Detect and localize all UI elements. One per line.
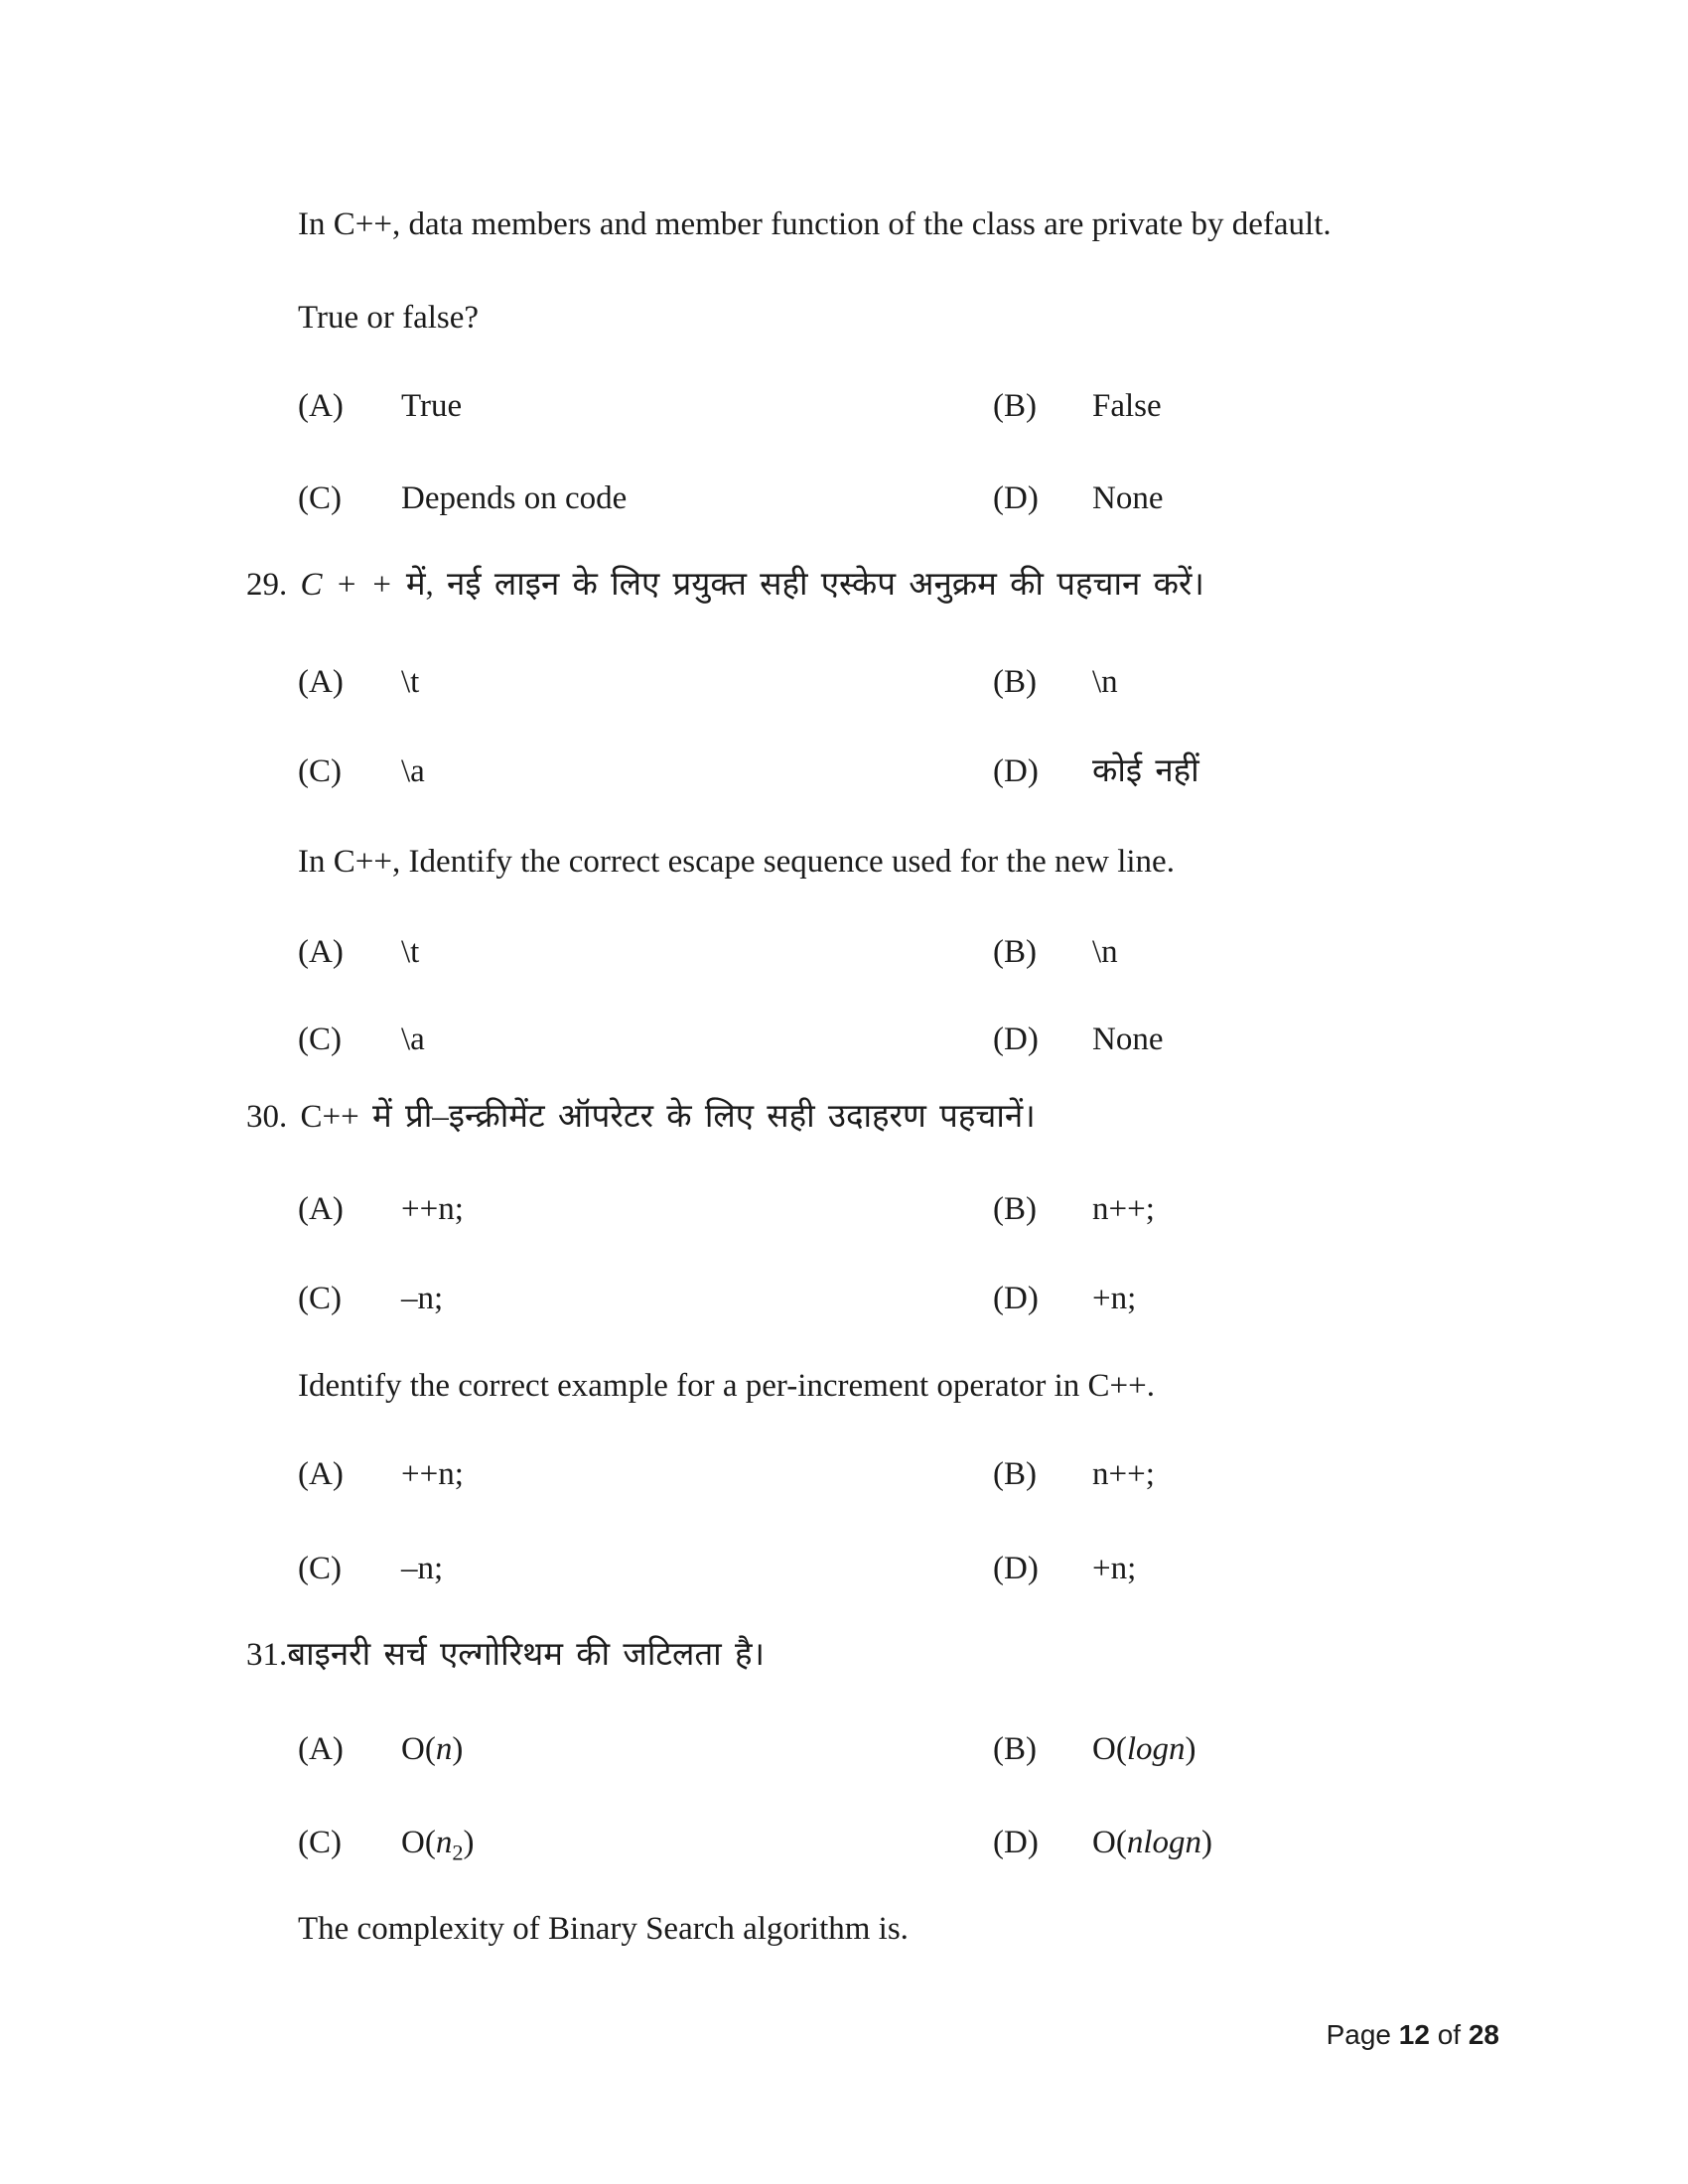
- q29-hi-option-b-label: (B): [993, 664, 1037, 700]
- q30-en-option-a-label: (A): [298, 1456, 344, 1492]
- q28-option-c-text: Depends on code: [401, 480, 628, 516]
- q31-options-row-1: [0, 1727, 1688, 1771]
- q30-hindi-options-row-2: [0, 1277, 1688, 1320]
- q30-hi-option-c-label: (C): [298, 1281, 342, 1316]
- q28-option-b-text: False: [1092, 388, 1162, 424]
- q29-hi-option-c-label: (C): [298, 753, 342, 789]
- q29-hindi-options-row-2: [0, 750, 1688, 793]
- q30-en-option-d-label: (D): [993, 1551, 1039, 1586]
- q30-en-option-d-text: +n;: [1092, 1551, 1137, 1586]
- question-28-text: In C++, data members and member function of the class are private by default.: [298, 206, 1332, 242]
- q30-en-option-b-text: n++;: [1092, 1456, 1155, 1492]
- q31-option-d-text: O(nlogn): [1092, 1825, 1212, 1860]
- q30-hi-option-c-text: –n;: [401, 1281, 444, 1316]
- q30-hi-option-d-text: +n;: [1092, 1281, 1137, 1316]
- q29-english-options-row-1: [0, 930, 1688, 974]
- q29-en-option-a-text: \t: [401, 934, 420, 970]
- q29-hindi-options-row-1: [0, 660, 1688, 704]
- q29-en-option-b-text: \n: [1092, 934, 1118, 970]
- q31-option-c-label: (C): [298, 1825, 342, 1860]
- q28-option-d-text: None: [1092, 480, 1164, 516]
- q29-hi-option-c-text: \a: [401, 753, 425, 789]
- q30-hi-option-a-label: (A): [298, 1191, 344, 1227]
- q28-options-row-2: [0, 477, 1688, 520]
- q29-en-option-b-label: (B): [993, 934, 1037, 970]
- q30-hi-option-d-label: (D): [993, 1281, 1039, 1316]
- q31-option-a-label: (A): [298, 1731, 344, 1767]
- q28-option-c-label: (C): [298, 480, 342, 516]
- question-31-text-english: The complexity of Binary Search algorithm is.: [298, 1911, 909, 1947]
- q31-options-row-2: [0, 1821, 1688, 1864]
- q30-hindi-options-row-1: [0, 1187, 1688, 1231]
- question-31-text-hindi: 31.बाइनरी सर्च एल्गोरिथम की जटिलता है।: [246, 1637, 766, 1673]
- q31-option-c-text: $O(n_2)$: [401, 1825, 475, 1865]
- q30-en-option-a-text: ++n;: [401, 1456, 464, 1492]
- q29-en-option-d-text: None: [1092, 1022, 1164, 1057]
- q29-english-options-row-2: [0, 1018, 1688, 1061]
- q31-option-d-label: (D): [993, 1825, 1039, 1860]
- q28-options-row-1: [0, 384, 1688, 428]
- q28-option-b-label: (B): [993, 388, 1037, 424]
- q30-hi-option-b-text: n++;: [1092, 1191, 1155, 1227]
- q31-option-b-text: O(logn): [1092, 1731, 1196, 1767]
- question-29-text-english: In C++, Identify the correct escape sequence used for the new line.: [298, 844, 1175, 880]
- question-28-prompt: True or false?: [298, 300, 480, 336]
- q29-en-option-a-label: (A): [298, 934, 344, 970]
- q30-english-options-row-2: [0, 1547, 1688, 1590]
- q28-option-a-label: (A): [298, 388, 344, 424]
- q29-hi-option-d-label: (D): [993, 753, 1039, 789]
- q30-english-options-row-1: [0, 1452, 1688, 1496]
- q30-en-option-c-label: (C): [298, 1551, 342, 1586]
- q29-hi-option-a-text: \t: [401, 664, 420, 700]
- q29-en-option-c-text: \a: [401, 1022, 425, 1057]
- q30-hi-option-a-text: ++n;: [401, 1191, 464, 1227]
- q29-en-option-c-label: (C): [298, 1022, 342, 1057]
- q31-option-b-label: (B): [993, 1731, 1037, 1767]
- q29-en-option-d-label: (D): [993, 1022, 1039, 1057]
- q29-hi-option-a-label: (A): [298, 664, 344, 700]
- q30-en-option-b-label: (B): [993, 1456, 1037, 1492]
- q28-option-a-text: True: [401, 388, 463, 424]
- q29-hi-option-b-text: \n: [1092, 664, 1118, 700]
- question-30-text-english: Identify the correct example for a per-increment operator in C++.: [298, 1368, 1156, 1404]
- q31-option-a-text: O(n): [401, 1731, 464, 1767]
- q30-en-option-c-text: –n;: [401, 1551, 444, 1586]
- question-29-text-hindi: 29. C + + में, नई लाइन के लिए प्रयुक्त सही एस्केप अनुक्रम की पहचान करें।: [246, 567, 1204, 603]
- page-number-footer: Page 12 of 28: [1326, 2019, 1499, 2050]
- q29-hi-option-d-text: कोई नहीं: [1092, 753, 1199, 789]
- q30-hi-option-b-label: (B): [993, 1191, 1037, 1227]
- question-30-text-hindi: 30. C++ में प्री–इन्क्रीमेंट ऑपरेटर के लिए सही उदाहरण पहचानें।: [246, 1099, 1036, 1135]
- q28-option-d-label: (D): [993, 480, 1039, 516]
